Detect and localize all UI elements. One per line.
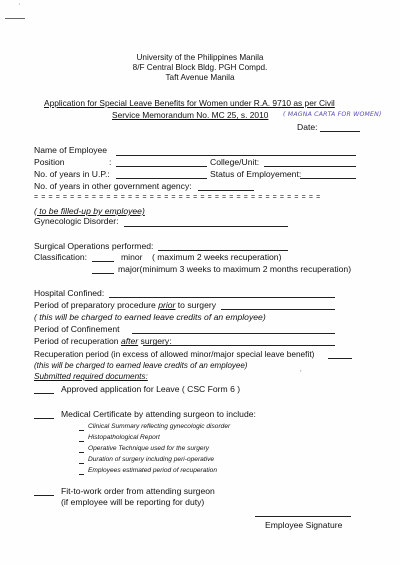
major-label: major(minimum 3 weeks to maximum 2 months recuperation) [118, 264, 352, 274]
recuperation-field[interactable] [143, 345, 335, 346]
csc-form-label: Approved application for Leave ( CSC Form 6 ) [61, 384, 241, 394]
confinement-label: Period of Confinement [34, 324, 120, 334]
surgical-ops-field[interactable] [158, 250, 288, 251]
position-label: Position [34, 157, 65, 167]
college-field[interactable] [264, 166, 356, 167]
header-building: 8/F Central Block Bldg. PGH Compd. [132, 63, 268, 72]
med-item-histopathological-report: Histopathological Report [88, 434, 160, 441]
fill-up-note: ( to be filled-up by employee) [34, 206, 145, 216]
prep-charge-note: ( this will be charged to earned leave credits of an employee) [34, 312, 266, 322]
separator-line: = = = = = = = = = = = = = = = = = = = = = = = = = = = = = = = = = = = = = = = = [34, 194, 321, 201]
med-item-checkbox-5[interactable] [79, 474, 84, 475]
major-checkbox-line[interactable] [92, 273, 114, 274]
med-item-checkbox-3[interactable] [79, 452, 84, 453]
med-item-recuperation-estimate: Employees estimated period of recuperation [88, 467, 218, 474]
fit-to-work-label: Fit-to-work order from attending surgeon [61, 486, 215, 496]
med-item-surgery-duration: Duration of surgery including peri-operative [88, 456, 215, 463]
position-field[interactable] [116, 166, 207, 167]
fit-to-work-checkbox-line[interactable] [34, 495, 54, 496]
title-line1: Application for Special Leave Benefits for Women under R.A. 9710 as per Civil [44, 98, 335, 108]
recuperation-label: Period of recuperation after surgery: [34, 336, 172, 346]
med-item-checkbox-4[interactable] [79, 463, 84, 464]
stray-mark: , [300, 367, 302, 373]
gyn-disorder-label: Gynecologic Disorder: [34, 216, 119, 226]
employee-name-label: Name of Employee [34, 145, 108, 155]
signature-line[interactable] [255, 516, 351, 517]
years-other-agency-label: No. of years in other government agency: [34, 181, 192, 191]
med-item-clinical-summary: Clinical Summary reflecting gynecologic disorder [88, 423, 231, 430]
header-university: University of the Philippines Manila [136, 53, 264, 62]
prep-period-field[interactable] [221, 309, 335, 310]
prep-period-label: Period of preparatory procedure prior to surgery [34, 300, 217, 310]
classification-label: Classification: [34, 252, 88, 262]
employee-name-field[interactable] [116, 155, 356, 156]
recup-charge-note: (this will be charged to earned leave credits of an employee) [34, 361, 248, 370]
employee-signature-label: Employee Signature [265, 520, 343, 530]
recup-excess-label: Recuperation period (in excess of allowed minor/major special leave benefit) [34, 349, 315, 359]
minor-label: minor [121, 252, 143, 262]
position-colon: : [109, 157, 112, 167]
med-item-operative-technique: Operative Technique used for the surgery [88, 445, 210, 452]
title-line2: Service Memorandum No. MC 25, s. 2010 [112, 110, 269, 120]
hospital-label: Hospital Confined: [34, 288, 105, 298]
minor-checkbox-line[interactable] [92, 261, 114, 262]
confinement-field[interactable] [132, 333, 335, 334]
years-up-label: No. of years in U.P.: [34, 169, 110, 179]
date-field[interactable] [320, 131, 360, 132]
employment-status-label: Status of Employement: [210, 169, 302, 179]
fit-to-work-note: (if employee will be reporting for duty) [61, 497, 205, 507]
gyn-disorder-field[interactable] [124, 226, 288, 227]
date-label: Date: [297, 122, 318, 132]
title-handwritten-note: ( MAGNA CARTA FOR WOMEN) [283, 111, 382, 118]
med-item-checkbox-2[interactable] [79, 441, 84, 442]
minor-description: ( maximum 2 weeks recuperation) [152, 252, 282, 262]
employment-status-field[interactable] [300, 178, 356, 179]
college-label: College/Unit: [210, 157, 260, 167]
scan-tick: ' [19, 4, 21, 10]
hospital-field[interactable] [109, 297, 335, 298]
header-address: Taft Avenue Manila [165, 73, 235, 82]
med-cert-checkbox-line[interactable] [34, 418, 54, 419]
scan-mark [5, 18, 25, 19]
csc-form-checkbox-line[interactable] [34, 393, 54, 394]
submitted-docs-label: Submitted required documents: [34, 372, 148, 381]
surgical-ops-label: Surgical Operations performed: [34, 241, 154, 251]
years-up-field[interactable] [116, 178, 207, 179]
med-item-checkbox-1[interactable] [79, 430, 84, 431]
years-other-agency-field[interactable] [198, 190, 254, 191]
med-cert-label: Medical Certificate by attending surgeon to include: [61, 409, 256, 419]
recup-excess-field[interactable] [328, 358, 352, 359]
